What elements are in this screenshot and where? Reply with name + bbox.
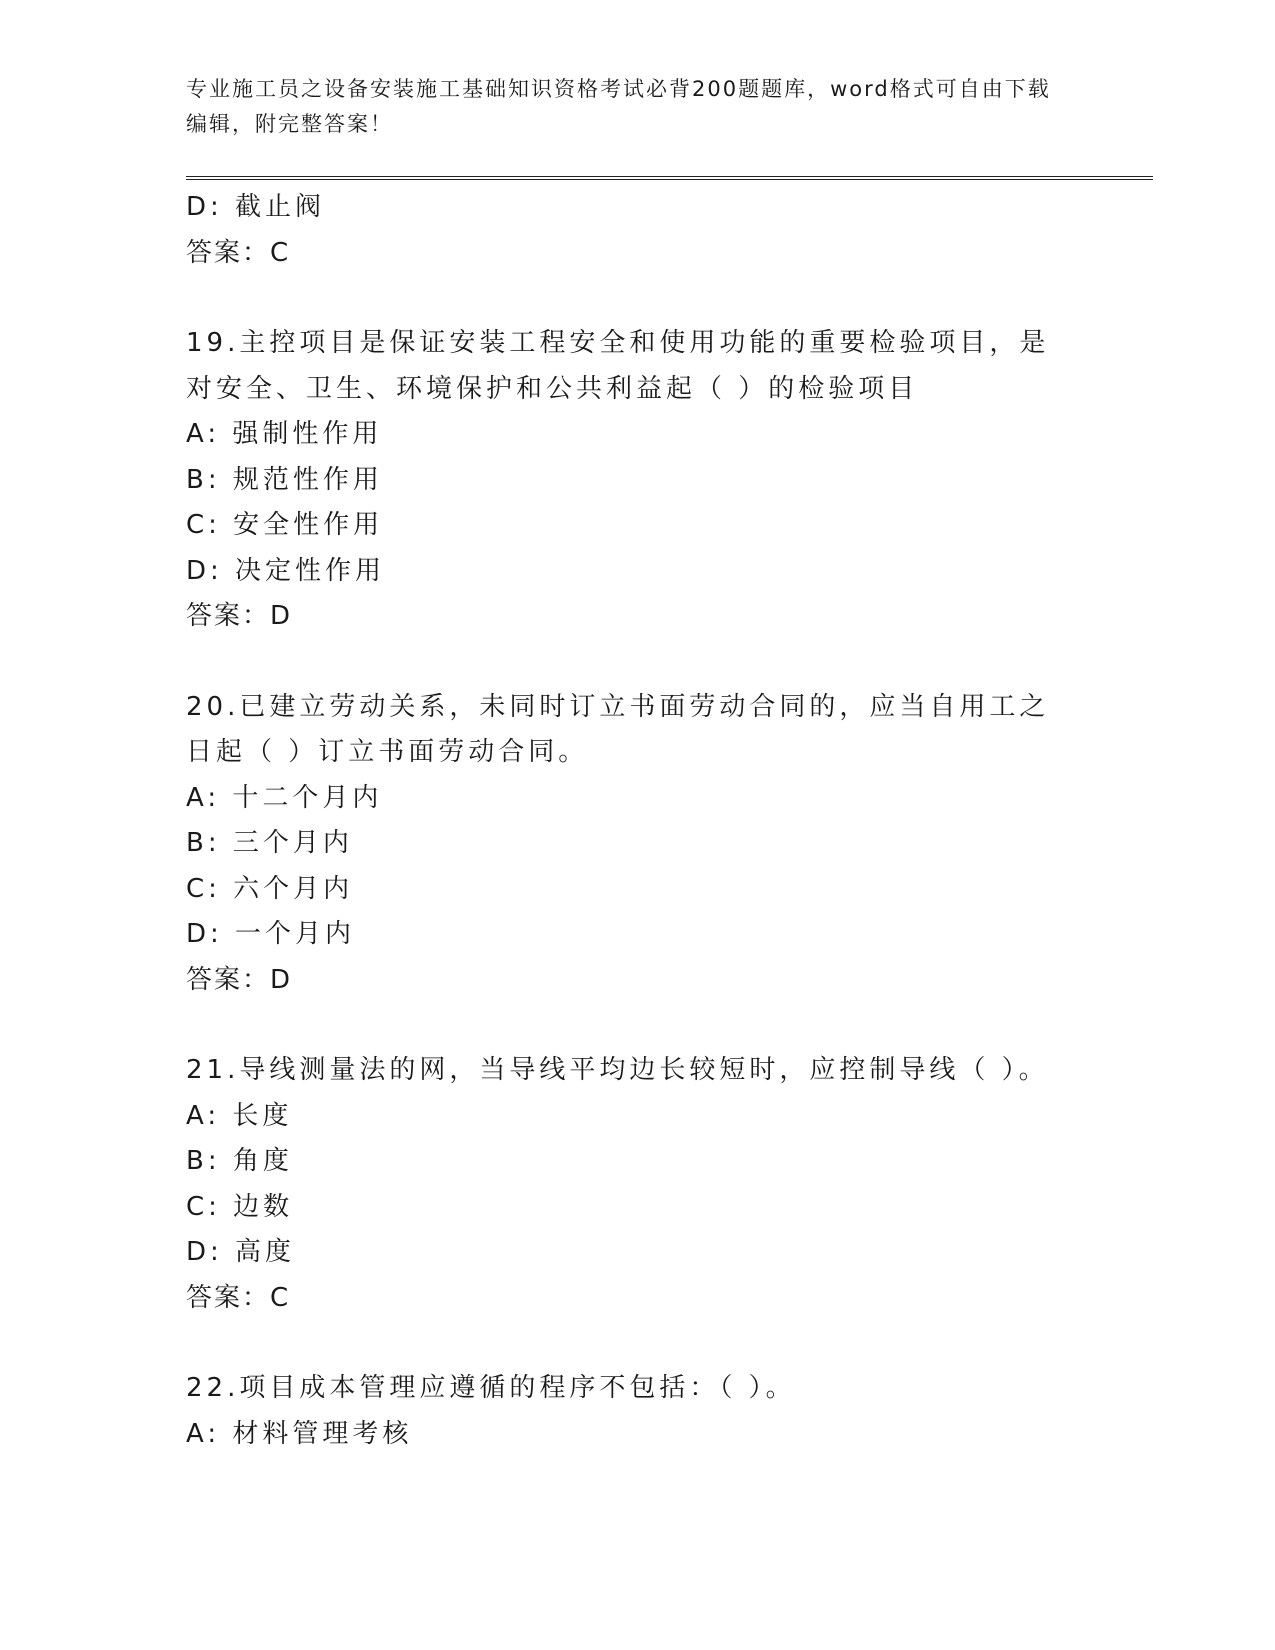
option-a: A: 材料管理考核 bbox=[186, 1418, 413, 1449]
option-c: C: 安全性作用 bbox=[186, 510, 384, 540]
option-a: A: 十二个月内 bbox=[186, 782, 383, 813]
option-c: C: 六个月内 bbox=[186, 873, 354, 904]
option-b: B: 规范性作用 bbox=[186, 464, 383, 495]
option-b: B: 角度 bbox=[186, 1146, 293, 1176]
question-stem-20: 20.已建立劳动关系，未同时订立书面劳动合同的，应当自用工之日起（ ）订立书面劳动合同。 bbox=[186, 691, 1050, 767]
header-divider bbox=[186, 176, 1153, 180]
option-a: A: 强制性作用 bbox=[186, 419, 383, 449]
option-a: A: 长度 bbox=[186, 1100, 293, 1131]
option-d: D: 截止阀 bbox=[186, 192, 326, 222]
page-header-title: 专业施工员之设备安装施工基础知识资格考试必背200题题库，word格式可自由下载编辑，附完整答案！ bbox=[186, 77, 1051, 136]
answer: 答案：D bbox=[186, 601, 293, 631]
spacer bbox=[186, 640, 1146, 685]
document-page bbox=[186, 72, 1146, 1457]
question-stem-21: 21.导线测量法的网，当导线平均边长较短时，应控制导线（ ）。 bbox=[186, 1055, 1049, 1085]
question-stem-22: 22.项目成本管理应遵循的程序不包括：（ ）。 bbox=[186, 1373, 796, 1403]
answer: 答案：C bbox=[186, 1282, 291, 1313]
option-d: D: 高度 bbox=[186, 1237, 296, 1267]
spacer bbox=[186, 276, 1146, 321]
spacer bbox=[186, 1003, 1146, 1048]
option-d: D: 决定性作用 bbox=[186, 555, 386, 586]
spacer bbox=[186, 1321, 1146, 1366]
question-content bbox=[186, 185, 1146, 1457]
option-b: B: 三个月内 bbox=[186, 828, 353, 858]
option-c: C: 边数 bbox=[186, 1191, 294, 1222]
answer: 答案：C bbox=[186, 237, 291, 268]
question-stem-19: 19.主控项目是保证安装工程安全和使用功能的重要检验项目，是对安全、卫生、环境保护和公共利益起（ ）的检验项目 bbox=[186, 328, 1050, 404]
answer: 答案：D bbox=[186, 964, 293, 995]
option-d: D: 一个月内 bbox=[186, 919, 356, 949]
